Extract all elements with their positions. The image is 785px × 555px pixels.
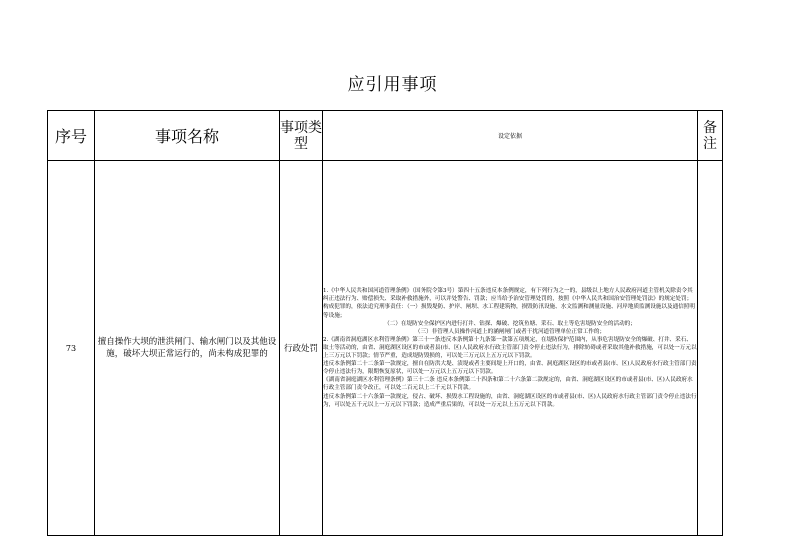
basis-paragraph: （二）在堤防安全保护区内进行打井、钻探、爆破、挖筑鱼塘、采石、取土等危害堤防安全的活动的；: [384, 320, 636, 327]
page-title: 应引用事项: [347, 75, 438, 95]
header-no: 序号: [48, 111, 95, 161]
table-header-row: [48, 111, 723, 161]
row-item-name: 擅自操作大坝的泄洪闸门、输水闸门以及其他设施，破坏大坝正常运行的，尚未构成犯罪的: [95, 161, 280, 536]
row-item-type: 行政处罚: [280, 161, 323, 536]
header-basis: 设定依据: [323, 111, 698, 161]
basis-paragraph: 2.《湖南省洞庭湖区水利管理条例》第三十一条违反本条例第十九条第一款第五项规定，在堤防保护范围内，从事危害堤防安全的爆破、打井、采石、取土等活动的，由省、洞庭湖区设区的市或者县(市、区)人民政府水行政主管部门责令停止违法行为，排除妨碍或者采取其他补救措施，可以处一万元以上三万元以下罚款；情节严重，造成堤防毁损的，可以处三万元以上五万元以下罚款。: [323, 336, 697, 360]
row-note: [698, 161, 723, 536]
header-item-name: 事项名称: [95, 111, 280, 161]
basis-paragraph: （三）非管理人员操作河道上的涵闸闸门或者干扰河道管理单位正常工作的；: [414, 328, 606, 335]
row-basis: [323, 161, 698, 536]
header-item-type: 事项类型: [280, 111, 323, 161]
table-row: [48, 161, 723, 536]
basis-paragraph: 违反本条例第二十六条第一款规定，侵占、破坏、损毁水工程设施的，由省、洞庭湖区设区的市或者县(市、区)人民政府水行政主管部门责令停止违法行为，可以处五千元以上一万元以下罚款；造成严重后果的，可以处一万元以上五万元以下罚款。: [323, 393, 697, 408]
basis-paragraph: 违反本条例第二十二条第一款规定，擅自在防洪大堤、渍堤或者主要间堤上开口的，由省、洞庭湖区设区的市或者县(市、区)人民政府水行政主管部门责令停止违法行为，限期恢复原状，可以处一万元以上五万元以下罚款。: [323, 361, 697, 376]
matters-table: [47, 110, 723, 536]
header-note: 备注: [698, 111, 723, 161]
basis-paragraph: 《湖南省洞庭湖区水利管理条例》第三十二条 违反本条例第二十四条和第二十六条第二款规定的，由省、洞庭湖区设区的市或者县(市、区)人民政府水行政主管部门责令改正，可以处二百元以上二千元以下罚款。: [323, 377, 693, 392]
row-no: 73: [48, 161, 95, 536]
basis-paragraph: 1.《中华人民共和国河道管理条例》（国务院令第3号）第四十五条违反本条例规定，有下列行为之一的，县级以上地方人民政府河道主管机关除责令其纠正违法行为、赔偿损失、采取补救措施外，可以并处警告、罚款；应当给予治安管理处罚的，按照《中华人民共和国治安管理处罚法》的规定处罚；构成犯罪的，依法追究刑事责任：（一）损毁堤防、护岸、闸坝、水工程建筑物，损毁防汛设施、水文监测和测量设施、河岸地质监测设施以及通信照明等设施；: [323, 288, 695, 319]
